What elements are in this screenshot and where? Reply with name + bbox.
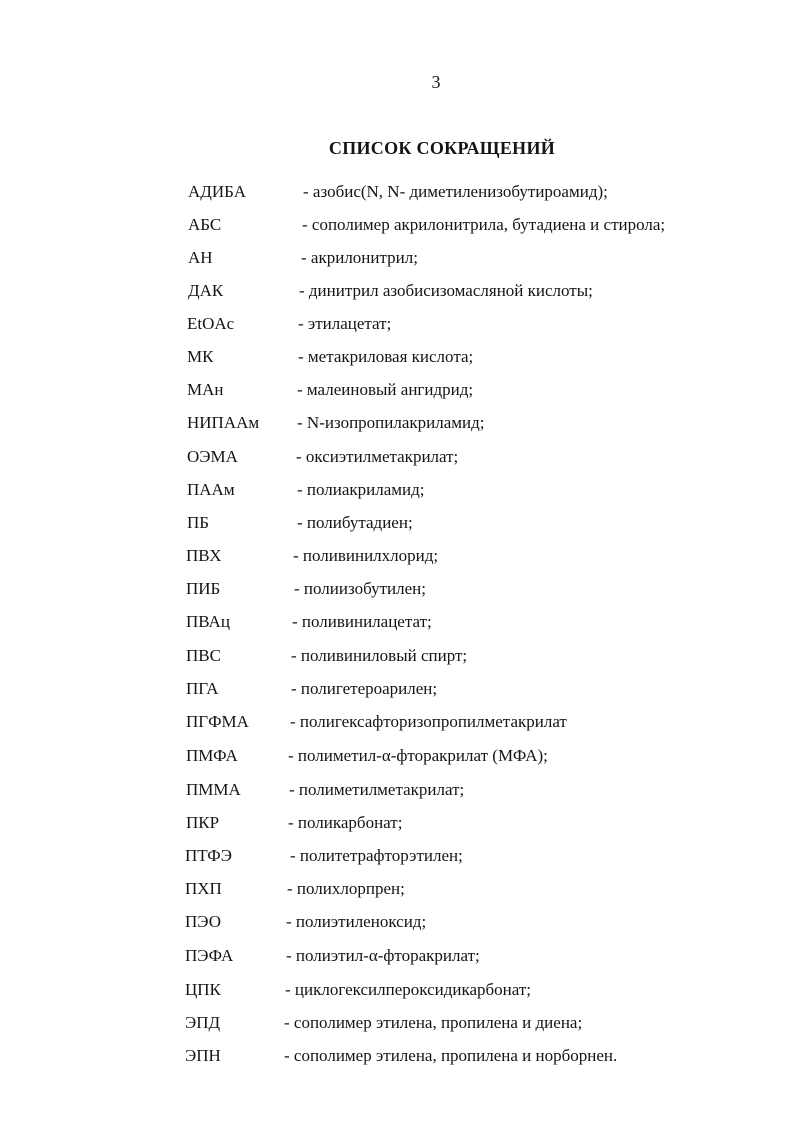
abbreviation: НИПААм: [187, 413, 260, 432]
definition: - N-изопропилакриламид;: [297, 413, 485, 432]
definition: - политетрафторэтилен;: [290, 846, 463, 865]
abbreviation: ПВХ: [186, 546, 222, 565]
abbreviation: ПЭФА: [185, 946, 234, 965]
abbreviation: EtOAc: [187, 314, 235, 333]
abbreviation: ЭПН: [185, 1046, 221, 1065]
abbreviation: ПХП: [185, 879, 222, 898]
definition: - полиизобутилен;: [294, 579, 426, 598]
abbreviation: ПВС: [186, 646, 221, 665]
abbreviation: ПТФЭ: [185, 846, 232, 865]
abbreviation: ПВАц: [186, 612, 230, 631]
page-number: 3: [431, 72, 441, 92]
abbreviation: МК: [187, 347, 214, 366]
definition: - малеиновый ангидрид;: [297, 380, 474, 399]
abbreviation: ЦПК: [185, 980, 221, 999]
definition: - полихлорпрен;: [287, 879, 405, 898]
abbreviation: ПММА: [186, 780, 241, 799]
definition: - полиакриламид;: [297, 480, 425, 499]
abbreviation: ПИБ: [186, 579, 221, 598]
definition: - акрилонитрил;: [301, 248, 418, 267]
page-title: СПИСОК СОКРАЩЕНИЙ: [328, 138, 556, 158]
abbreviation: ПГФМА: [186, 712, 249, 731]
definition: - сополимер этилена, пропилена и диена;: [284, 1013, 583, 1032]
definition: - полигетероарилен;: [291, 679, 438, 698]
definition: - циклогексилпероксидикарбонат;: [285, 980, 532, 999]
definition: - оксиэтилметакрилат;: [296, 447, 459, 466]
definition: - полиэтил-α-фторакрилат;: [286, 946, 480, 965]
abbreviation: ОЭМА: [187, 447, 238, 466]
definition: - полиметил-α-фторакрилат (МФА);: [288, 746, 548, 765]
abbreviation: ПКР: [186, 813, 220, 832]
definition: - сополимер акрилонитрила, бутадиена и стирола;: [302, 215, 666, 234]
abbreviation: МАн: [187, 380, 224, 399]
abbreviation: ПААм: [187, 480, 235, 499]
abbreviation: АН: [188, 248, 213, 267]
abbreviation: ПГА: [186, 679, 219, 698]
definition: - динитрил азобисизомасляной кислоты;: [299, 281, 593, 300]
definition: - полиэтиленоксид;: [286, 912, 427, 931]
definition: - метакриловая кислота;: [298, 347, 474, 366]
definition: - поливинилхлорид;: [293, 546, 439, 565]
definition: - азобис(N, N- диметиленизобутироамид);: [303, 182, 608, 201]
abbreviation: ПМФА: [186, 746, 238, 765]
abbreviation: АБС: [188, 215, 222, 234]
abbreviation: ПБ: [187, 513, 210, 532]
abbreviation: ЭПД: [185, 1013, 221, 1032]
definition: - поликарбонат;: [288, 813, 403, 832]
abbreviation: АДИБА: [188, 182, 246, 201]
abbreviation: ДАК: [188, 281, 224, 300]
definition: - полигексафторизопропилметакрилат: [290, 712, 567, 731]
definition: - этилацетат;: [298, 314, 392, 333]
definition: - сополимер этилена, пропилена и норборнен.: [284, 1046, 618, 1065]
definition: - полибутадиен;: [297, 513, 413, 532]
abbreviation: ПЭО: [185, 912, 221, 931]
definition: - поливиниловый спирт;: [291, 646, 468, 665]
definition: - полиметилметакрилат;: [289, 780, 465, 799]
definition: - поливинилацетат;: [292, 612, 432, 631]
